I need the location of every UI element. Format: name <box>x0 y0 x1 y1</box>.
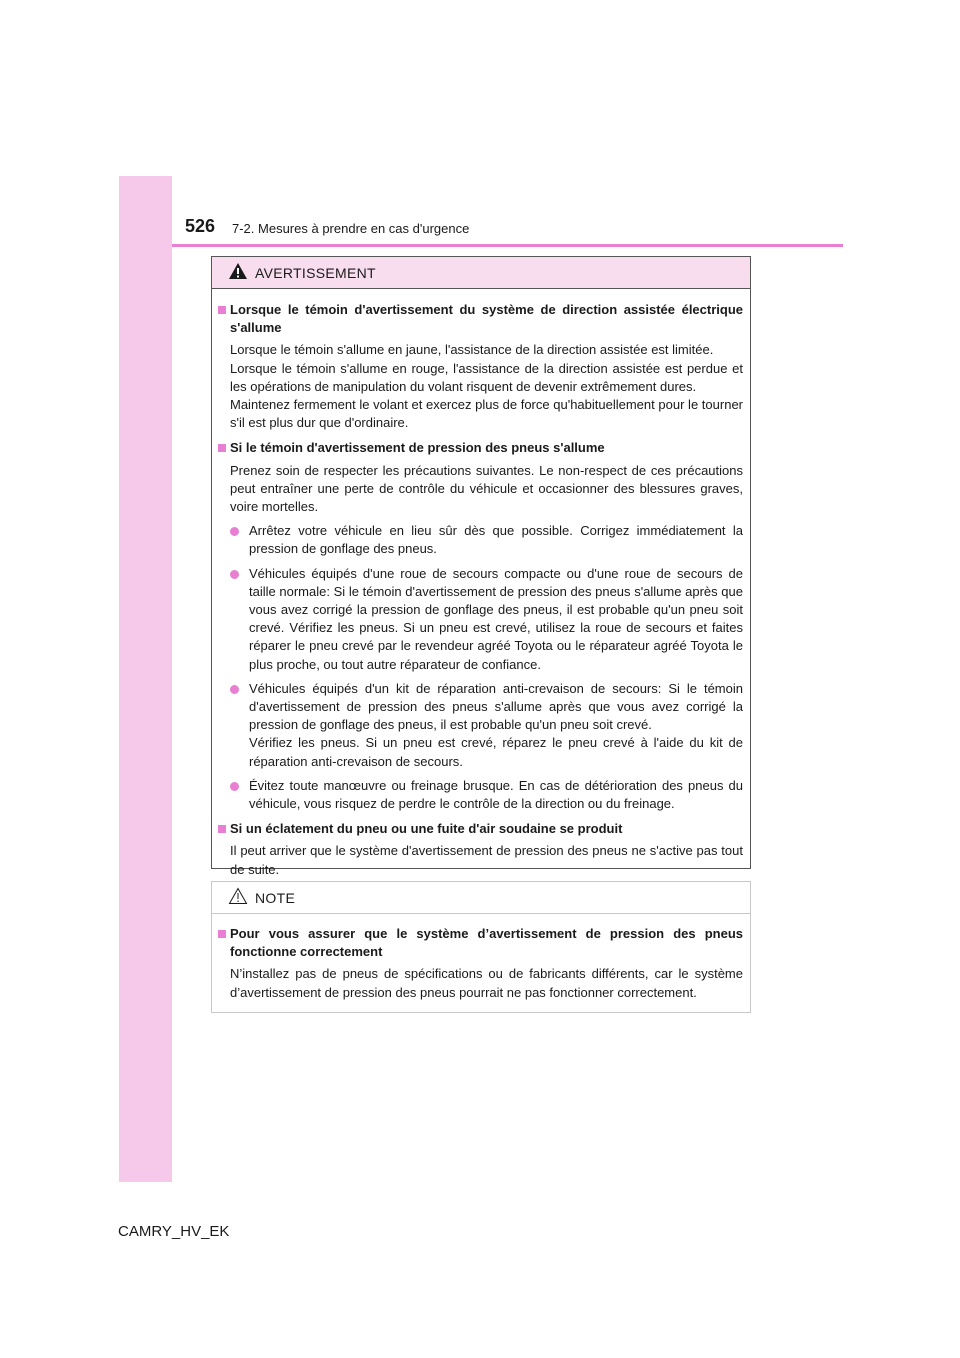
warning-section-heading: Lorsque le témoin d'avertissement du système de direction assistée électrique s'allume <box>218 301 743 337</box>
note-header <box>212 882 750 914</box>
warning-box <box>211 256 751 877</box>
round-bullet-icon <box>230 570 239 579</box>
list-item: Véhicules équipés d'une roue de secours compacte ou d'une roue de secours de taille normale: Si le témoin d'avertissement de pression des pneus s'allume après que vous avez corrigé la pression de gonflage des pneus, il est probable qu'un pneu soit crevé. Vérifiez les pneus. Si un pneu est crevé, utilisez la roue de secours et faites réparer le pneu crevé par le revendeur agréé Toyota ou le réparateur agréé Toyota le plus proche, ou tout autre réparateur de confiance. <box>218 565 743 674</box>
square-bullet-icon <box>218 930 226 938</box>
note-heading: Pour vous assurer que le système d’avertissement de pression des pneus fonctionne correctement <box>218 925 743 961</box>
square-bullet-icon <box>218 306 226 314</box>
warning-paragraph: Maintenez fermement le volant et exercez plus de force qu'habituellement pour le tourner s'il est plus dur que d'ordinaire. <box>230 397 743 431</box>
round-bullet-icon <box>230 782 239 791</box>
page-number: 526 <box>185 216 216 236</box>
warning-paragraph: Prenez soin de respecter les précautions suivantes. Le non-respect de ces précautions peut entraîner une perte de contrôle du véhicule et occasionner des blessures graves, voire mortelles. <box>230 462 743 515</box>
list-item: Évitez toute manœuvre ou freinage brusque. En cas de détérioration des pneus du véhicule, vous risquez de perdre le contrôle de la direction ou du freinage. <box>218 777 743 813</box>
document-code: CAMRY_HV_EK <box>118 1223 230 1240</box>
warning-triangle-icon <box>228 262 248 280</box>
list-item: Arrêtez votre véhicule en lieu sûr dès que possible. Corrigez immédiatement la pression de gonflage des pneus. <box>218 522 743 558</box>
note-paragraph: N’installez pas de pneus de spécifications ou de fabricants différents, car le système d’avertissement de pression des pneus pourrait ne pas fonctionner correctement. <box>230 966 743 1000</box>
warning-paragraph: Il peut arriver que le système d'avertissement de pression des pneus ne s'active pas tout de suite. <box>230 843 743 877</box>
warning-header <box>212 257 750 289</box>
warning-section-heading: Si un éclatement du pneu ou une fuite d'air soudaine se produit <box>218 820 743 838</box>
header-divider <box>172 244 843 247</box>
square-bullet-icon <box>218 825 226 833</box>
chapter-sidebar <box>119 176 172 1182</box>
caution-triangle-icon <box>228 887 248 905</box>
warning-content <box>212 289 750 879</box>
note-title: NOTE <box>255 890 296 906</box>
warning-title: AVERTISSEMENT <box>255 265 376 281</box>
warning-paragraph: Lorsque le témoin s'allume en rouge, l'assistance de la direction assistée est perdue et les opérations de manipulation du volant risquent de devenir extrêmement dures. <box>230 360 743 394</box>
warning-section-heading: Si le témoin d'avertissement de pression des pneus s'allume <box>218 439 743 457</box>
list-item: Véhicules équipés d'un kit de réparation anti-crevaison de secours: Si le témoin d'avertissement de pression des pneus s'allume après que vous avez corrigé la pression de gonflage des pneus, il est probable qu'un pneu soit crevé. Vérifiez les pneus. Si un pneu est crevé, réparez le pneu crevé à l'aide du kit de réparation anti-crevaison de secours. <box>218 680 743 771</box>
round-bullet-icon <box>230 527 239 536</box>
square-bullet-icon <box>218 444 226 452</box>
round-bullet-icon <box>230 685 239 694</box>
warning-paragraph: Lorsque le témoin s'allume en jaune, l'assistance de la direction assistée est limitée. <box>230 342 714 358</box>
note-box <box>211 881 751 1013</box>
note-content <box>212 914 750 1002</box>
section-title: 7-2. Mesures à prendre en cas d'urgence <box>232 221 470 236</box>
